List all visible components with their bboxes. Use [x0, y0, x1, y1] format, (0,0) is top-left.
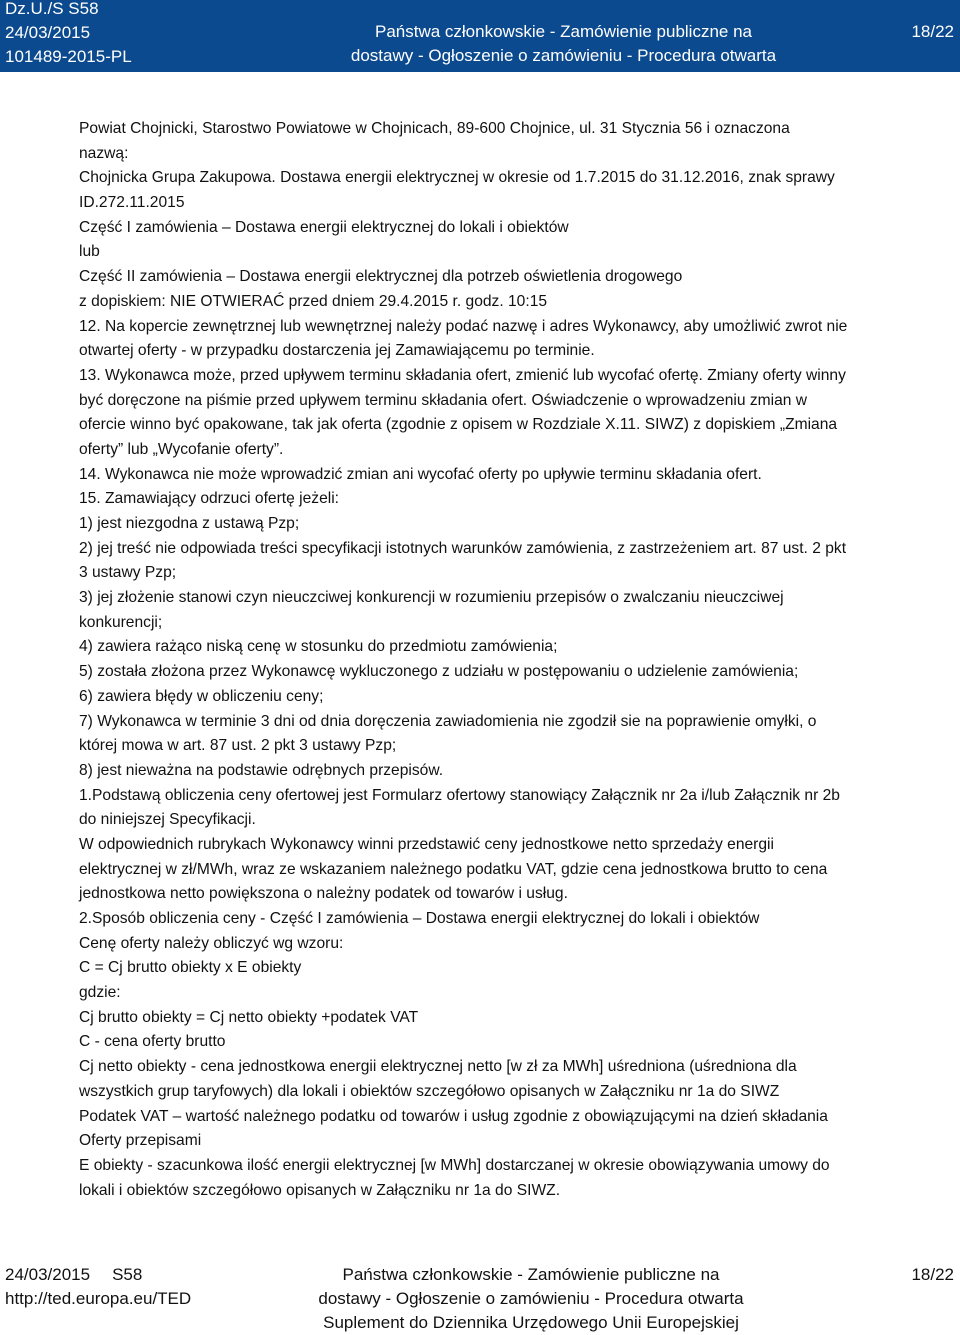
text-line: Powiat Chojnicki, Starostwo Powiatowe w Chojnicach, 89-600 Chojnice, ul. 31 Stycznia 56 i oznaczona [79, 120, 790, 137]
text-line: ofercie winno być opakowane, tak jak oferta (zgodnie z opisem w Rozdziale X.11. SIWZ) z dopiskiem „Zmiana [79, 416, 838, 434]
text-line: E obiekty - szacunkowa ilość energii elektrycznej [w MWh] dostarczanej w okresie obowiązywania umowy do [79, 1156, 830, 1174]
footer-title-line-3: Suplement do Dziennika Urzędowego Unii Europejskiej [323, 1313, 739, 1332]
text-line: Cj brutto obiekty = Cj netto obiekty +podatek VAT [79, 1008, 419, 1026]
text-line: której mowa w art. 87 ust. 2 pkt 3 ustawy Pzp; [79, 737, 397, 755]
footer-title-line-2: dostawy - Ogłoszenie o zamówieniu - Procedura otwarta [318, 1289, 744, 1308]
text-line: lokali i obiektów szczegółowo opisanych w Załączniku nr 1a do SIWZ. [79, 1181, 561, 1199]
text-line: ID.272.11.2015 [79, 194, 185, 212]
text-line: C = Cj brutto obiekty x E obiekty [79, 959, 302, 977]
text-line: 2.Sposób obliczenia ceny - Część I zamówienia – Dostawa energii elektrycznej do lokali i obiektów [79, 910, 760, 927]
text-line: nazwą: [79, 144, 129, 162]
header-ref-number: 101489-2015-PL [5, 47, 132, 66]
text-line: 12. Na kopercie zewnętrznej lub wewnętrznej należy podać nazwę i adres Wykonawcy, aby umożliwić zwrot nie [79, 317, 848, 335]
text-line: 3) jej złożenie stanowi czyn nieuczciwej konkurencji w rozumieniu przepisów o zwalczaniu nieuczciwej [79, 589, 784, 607]
footer-page-number: 18/22 [911, 1265, 954, 1284]
page-footer [0, 1262, 960, 1334]
text-line: 8) jest nieważna na podstawie odrębnych przepisów. [79, 761, 444, 779]
text-line: 2) jej treść nie odpowiada treści specyfikacji istotnych warunków zamówienia, z zastrzeżeniem art. 87 ust. 2 pkt [79, 539, 847, 557]
text-line: być doręczone na piśmie przed upływem terminu składania ofert. Oświadczenie o wprowadzeniu zmian w [79, 391, 808, 409]
text-line: W odpowiednich rubrykach Wykonawcy winni przedstawić ceny jednostkowe netto sprzedaży energii [79, 835, 774, 853]
text-line: 3 ustawy Pzp; [79, 564, 177, 582]
text-line: jednostkowa netto powiększona o należny podatek od towarów i usług. [79, 885, 568, 903]
text-line: Chojnicka Grupa Zakupowa. Dostawa energii elektrycznej w okresie od 1.7.2015 do 31.12.2016, znak sprawy [79, 169, 835, 187]
footer-date-series [5, 1263, 142, 1287]
text-line: Cj netto obiekty - cena jednostkowa energii elektrycznej netto [w zł za MWh] uśredniona (uśredniona dla [79, 1058, 797, 1076]
text-line: 14. Wykonawca nie może wprowadzić zmian ani wycofać oferty po upływie terminu składania ofert. [79, 465, 762, 483]
text-line: Podatek VAT – wartość należnego podatku od towarów i usług zgodnie z obowiązującymi na dzień składania [79, 1107, 828, 1125]
text-line: do niniejszej Specyfikacji. [79, 811, 256, 829]
text-line: Część I zamówienia – Dostawa energii elektrycznej do lokali i obiektów [79, 218, 569, 236]
text-line: C - cena oferty brutto [79, 1033, 226, 1051]
header-doc-code: Dz.U./S S58 [5, 0, 99, 18]
text-line: 6) zawiera błędy w obliczeniu ceny; [79, 687, 324, 705]
header-title-line-2: dostawy - Ogłoszenie o zamówieniu - Procedura otwarta [350, 46, 777, 65]
header-page-number: 18/22 [911, 22, 954, 41]
text-line: z dopiskiem: NIE OTWIERAĆ przed dniem 29.4.2015 r. godz. 10:15 [79, 292, 548, 310]
text-line: 1.Podstawą obliczenia ceny ofertowej jest Formularz ofertowy stanowiący Załącznik nr 2a i/lub Załącznik nr 2b [79, 786, 840, 804]
footer-date: 24/03/2015 [5, 1265, 91, 1284]
text-line: Część II zamówienia – Dostawa energii elektrycznej dla potrzeb oświetlenia drogowego [79, 268, 683, 286]
footer-url: http://ted.europa.eu/TED [5, 1289, 192, 1308]
text-line: otwartej oferty - w przypadku dostarczenia jej Zamawiającemu po terminie. [79, 342, 595, 360]
footer-series: S58 [112, 1265, 143, 1284]
text-line: 4) zawiera rażąco niską cenę w stosunku do przedmiotu zamówienia; [79, 638, 558, 656]
text-line: Cenę oferty należy obliczyć wg wzoru: [79, 934, 344, 952]
text-line: lub [79, 243, 100, 261]
text-line: konkurencji; [79, 613, 163, 631]
header-title-line-1: Państwa członkowskie - Zamówienie publiczne na [374, 22, 752, 41]
document-body [79, 117, 951, 1203]
header-date: 24/03/2015 [5, 23, 91, 42]
text-line: 1) jest niezgodna z ustawą Pzp; [79, 515, 300, 532]
text-line: oferty” lub „Wycofanie oferty”. [79, 440, 284, 458]
text-line: wszystkich grup taryfowych) dla lokali i obiektów szczegółowo opisanych w Załączniku nr 1a do SIWZ [79, 1082, 780, 1100]
page-header [0, 0, 960, 72]
text-line: Oferty przepisami [79, 1132, 202, 1150]
text-line: 15. Zamawiający odrzuci ofertę jeżeli: [79, 490, 340, 508]
text-line: 5) została złożona przez Wykonawcę wykluczonego z udziału w postępowaniu o udzielenie zamówienia; [79, 663, 799, 681]
text-line: elektrycznej w zł/MWh, wraz ze wskazaniem należnego podatku VAT, gdzie cena jednostkowa brutto to cena [79, 860, 828, 878]
text-line: gdzie: [79, 984, 121, 1002]
text-line: 7) Wykonawca w terminie 3 dni od dnia doręczenia zawiadomienia nie zgodził sie na poprawienie omyłki, o [79, 712, 817, 730]
footer-title-line-1: Państwa członkowskie - Zamówienie publiczne na [342, 1265, 720, 1284]
text-line: 13. Wykonawca może, przed upływem terminu składania ofert, zmienić lub wycofać ofertę. Zmiany oferty winny [79, 366, 846, 384]
